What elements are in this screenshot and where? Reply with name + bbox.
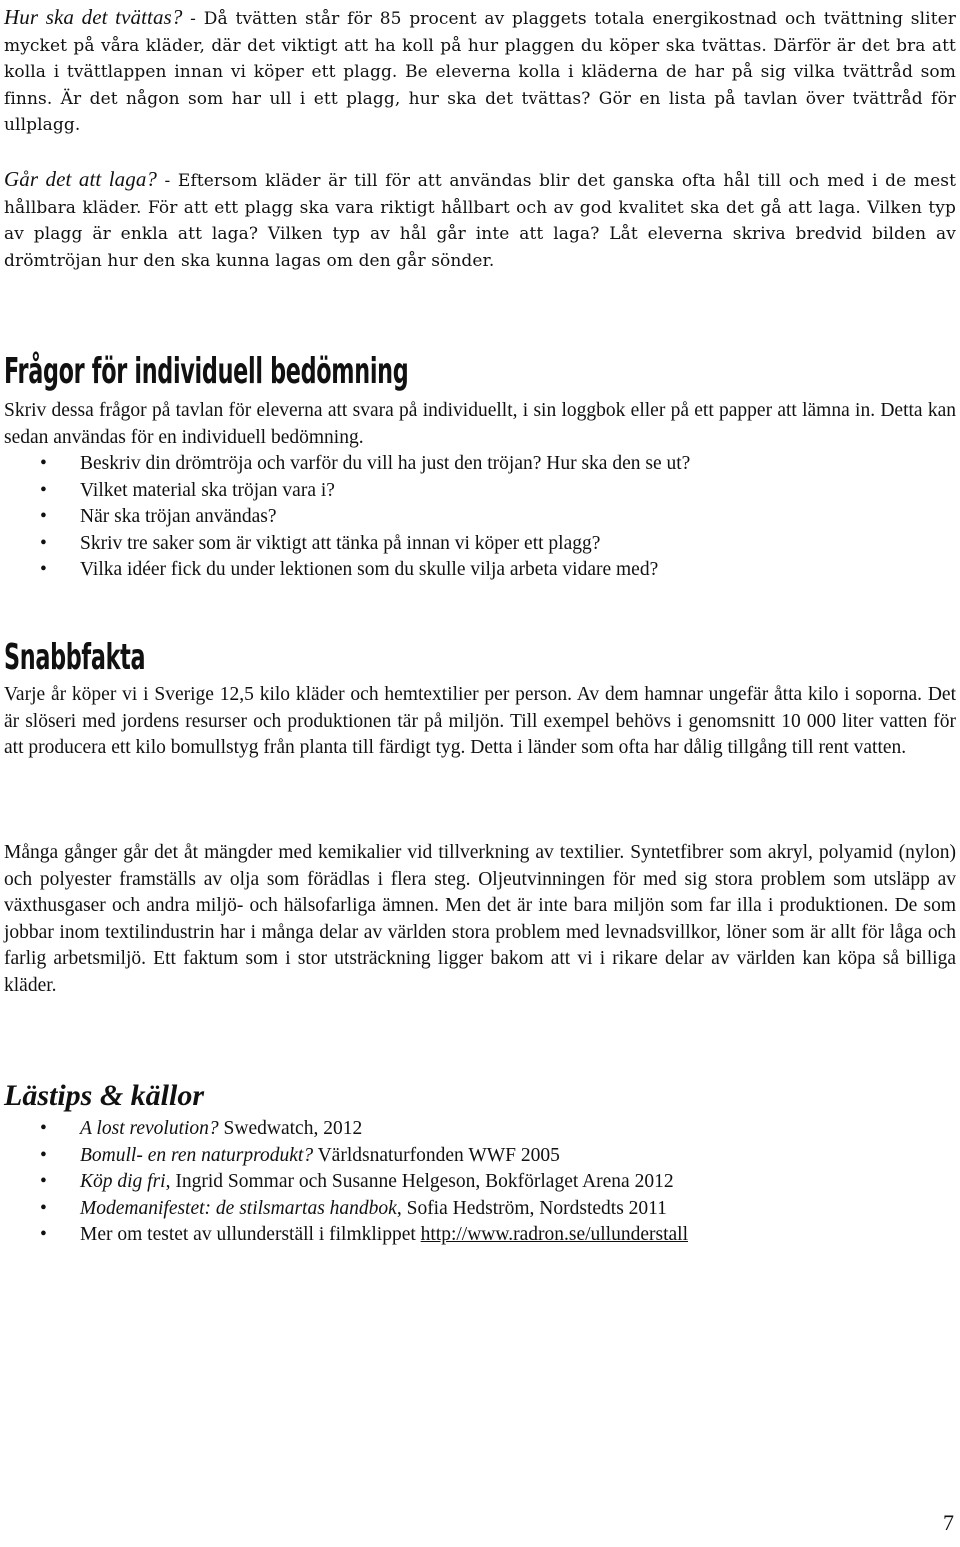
- assessment-heading: Frågor för individuell bedömning: [4, 351, 409, 392]
- source-title: A lost revolution?: [80, 1118, 219, 1139]
- list-item: [0, 557, 950, 584]
- list-item: [0, 1196, 950, 1223]
- facts-paragraph-1: Varje år köper vi i Sverige 12,5 kilo kläder och hemtextilier per person. Av dem hamnar ungefär åtta kilo i soporna. Det är slöseri med jordens resurser och produktionen tär på miljön. Till exempel behövs i genomsnitt 10 000 liter vatten för att producera ett kilo bomullstyg från planta till färdigt tyg. Detta i länder som ofta har dålig tillgång till rent vatten.: [4, 684, 956, 759]
- list-item: [0, 1116, 950, 1143]
- facts-paragraph-2: Många gånger går det åt mängder med kemikalier vid tillverkning av textilier. Syntetfibrer som akryl, polyamid (nylon) och polyester framställs av olja som förädlas i flera steg. Oljeutvinningen för med sig stora problem som utsläpp av växthusgaser och andra miljö- och hälsofarliga ämnen. Men det är inte bara miljön som far illa i produktionen. De som jobbar inom textilindustrin har i många delar av världen stora problem med levnadsvillkor, löner som är allt för låga och farlig arbetsmiljö. Ett faktum som i stor utsträckning ligger bakom att vi i rikare delar av världen kan köpa så billiga kläder.: [4, 842, 956, 996]
- sources-list: [0, 1116, 950, 1249]
- source-title: Modemanifestet: de stilsmartas handbok: [80, 1197, 397, 1219]
- list-item: [0, 478, 950, 505]
- list-item: [0, 1222, 950, 1249]
- bullet-icon: •: [40, 479, 47, 501]
- bullet-icon: •: [40, 506, 47, 528]
- list-item: [0, 451, 950, 478]
- video-note: Mer om testet av ullunderställ i filmklippet: [80, 1224, 421, 1246]
- radron-link[interactable]: http://www.radron.se/ullunderstall: [420, 1224, 688, 1246]
- source-title: Köp dig fri: [80, 1171, 166, 1193]
- source-details: , Sofia Hedström, Nordstedts 2011: [396, 1197, 667, 1219]
- bullet-icon: •: [40, 1118, 47, 1139]
- source-title: Bomull- en ren naturprodukt?: [80, 1144, 314, 1166]
- source-details: , Ingrid Sommar och Susanne Helgeson, Bokförlaget Arena 2012: [165, 1171, 674, 1193]
- list-item: [0, 1143, 950, 1170]
- list-item: [0, 1169, 950, 1196]
- sources-heading: Lästips & källor: [4, 1079, 205, 1112]
- repair-lead: Går det att laga?: [4, 167, 158, 191]
- bullet-icon: •: [40, 559, 47, 581]
- source-details: Swedwatch, 2012: [218, 1118, 363, 1139]
- question-text: Skriv tre saker som är viktigt att tänka på innan vi köper ett plagg?: [80, 532, 601, 554]
- washing-body: - Då tvätten står för 85 procent av plaggets totala energikostnad och tvättning sliter mycket på våra kläder, där det viktigt att ha koll på hur plaggen du köper ska tvättas. Därför är det bra att kolla i tvättlappen innan vi köper ett plagg. Be eleverna kolla i kläderna de har på sig vilka tvättråd som finns. Är det någon som har ull i ett plagg, hur ska det tvättas? Gör en lista på tavlan över tvättråd för ullplagg.: [4, 9, 957, 136]
- bullet-icon: •: [40, 1171, 47, 1193]
- repair-body: - Eftersom kläder är till för att användas blir det ganska ofta hål till och med i de mest hållbara kläder. För att ett plagg ska vara riktigt hållbart och av god kvalitet ska det gå att laga. Vilken typ av plagg är enkla att laga? Vilken typ av hål går inte att laga? Låt eleverna skriva bredvid bilden av drömtröjan hur den ska kunna lagas om den går sönder.: [4, 171, 956, 271]
- bullet-icon: •: [40, 1197, 47, 1219]
- question-text: När ska tröjan användas?: [80, 506, 277, 528]
- question-text: Vilka idéer fick du under lektionen som du skulle vilja arbeta vidare med?: [80, 559, 659, 581]
- page-number: 7: [943, 1510, 954, 1535]
- bullet-icon: •: [40, 1224, 47, 1246]
- bullet-icon: •: [40, 1144, 47, 1166]
- washing-lead: Hur ska det tvättas?: [4, 5, 183, 29]
- facts-heading: Snabbfakta: [4, 637, 146, 678]
- bullet-icon: •: [40, 453, 47, 474]
- question-text: Vilket material ska tröjan vara i?: [80, 479, 335, 501]
- list-item: [0, 504, 950, 531]
- repair-paragraph: [4, 166, 956, 274]
- assessment-intro: Skriv dessa frågor på tavlan för eleverna att svara på individuellt, i sin loggbok eller på ett papper att lämna in. Detta kan sedan användas för en individuell bedömning.: [4, 400, 956, 448]
- bullet-icon: •: [40, 532, 47, 554]
- source-details: Världsnaturfonden WWF 2005: [313, 1144, 560, 1166]
- assessment-question-list: [0, 451, 950, 584]
- washing-paragraph: [4, 4, 956, 139]
- list-item: [0, 531, 950, 558]
- question-text: Beskriv din drömtröja och varför du vill ha just den tröjan? Hur ska den se ut?: [80, 453, 691, 474]
